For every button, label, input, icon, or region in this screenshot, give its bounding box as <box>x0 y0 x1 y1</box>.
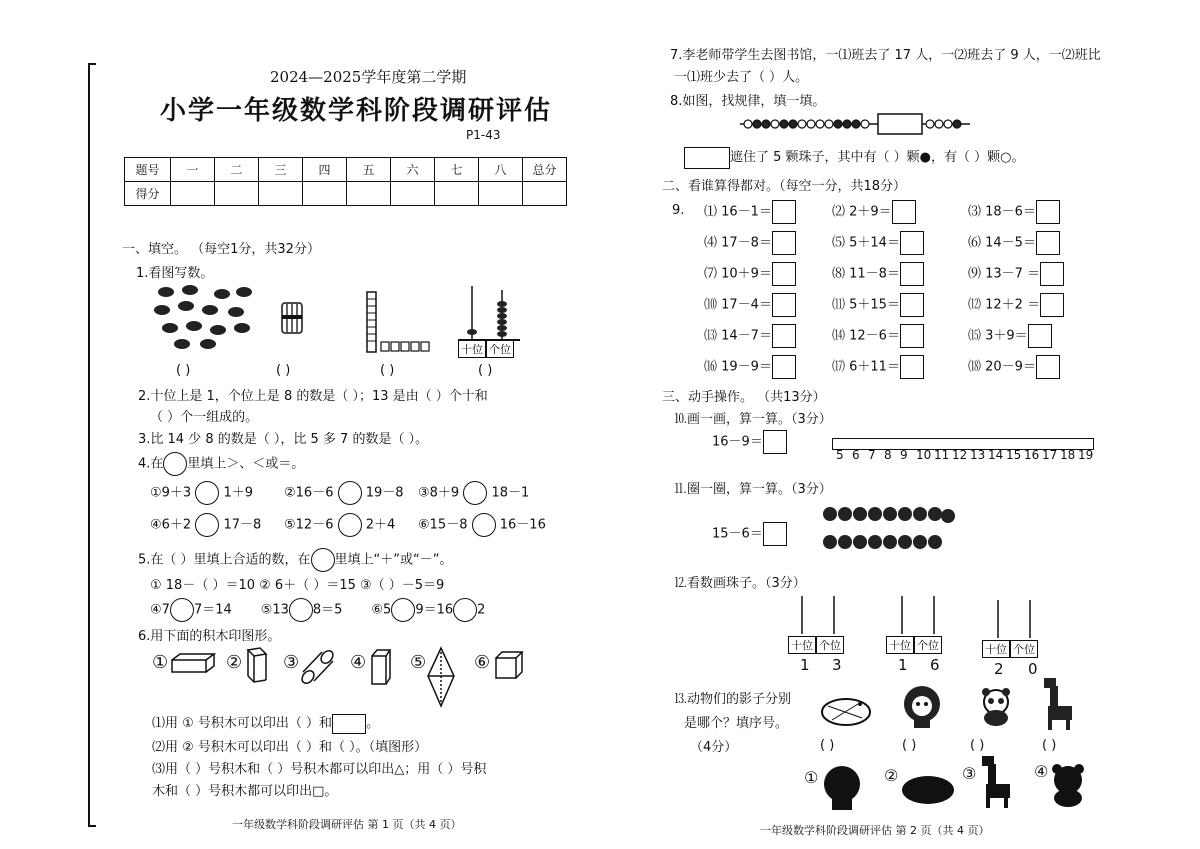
q9-item <box>968 231 1060 255</box>
q9-label: 9. <box>672 203 685 218</box>
answer-circle[interactable] <box>391 598 415 622</box>
q1-blank[interactable]: ( ) <box>478 363 493 378</box>
answer-box[interactable] <box>763 522 787 546</box>
q1-blank[interactable]: ( ) <box>276 363 291 378</box>
section2-heading: 二、看谁算得都对。（每空一分，共18分） <box>662 179 907 194</box>
q8-text: 8.如图，找规律，填一填。 <box>670 94 826 109</box>
equation: 16－9＝ <box>712 434 763 450</box>
answer-box[interactable] <box>900 293 924 317</box>
tens-label: 十位 <box>788 636 816 654</box>
operand: 7＝14 <box>193 602 232 618</box>
q9-item <box>968 324 1052 348</box>
right-expr: 1＋9 <box>223 485 254 501</box>
score-table-header-row <box>125 158 567 182</box>
equation: ⑼ 13－7 ＝ <box>968 266 1041 282</box>
ruler-number: 14 <box>988 448 1004 462</box>
ruler-number: 19 <box>1078 448 1094 462</box>
blank-abacus-3 <box>986 598 1056 640</box>
abacus-1-ones-digit: 3 <box>832 656 842 674</box>
abacus-3-tens-digit: 2 <box>994 660 1004 678</box>
answer-box[interactable] <box>900 324 924 348</box>
q6c-line1: ⑶用（ ）号积木和（ ）号积木都可以印出△；用（ ）号积 <box>152 762 487 777</box>
q6a <box>152 712 379 734</box>
left-expr: 8＋9 <box>429 485 460 501</box>
score-header-cell: 总分 <box>523 158 567 182</box>
abacus-2-ones-digit: 6 <box>930 656 940 674</box>
q1-abacus-label <box>458 340 514 358</box>
q4-item <box>284 481 404 505</box>
item-number: ① <box>150 485 162 501</box>
blank-abacus-2 <box>890 594 960 636</box>
equation: ⒁ 12－6＝ <box>832 328 900 344</box>
answer-box[interactable] <box>900 231 924 255</box>
operand: 9＝16 <box>415 602 454 618</box>
q4-instruction <box>138 452 304 476</box>
q9-item <box>968 355 1060 379</box>
q9-item <box>704 355 796 379</box>
q9-item <box>832 231 924 255</box>
q5-post: 里填上“＋”或“－”。 <box>334 552 453 568</box>
score-header-cell: 五 <box>347 158 391 182</box>
answer-box[interactable] <box>772 324 796 348</box>
answer-box[interactable] <box>900 355 924 379</box>
q9-item <box>832 262 924 286</box>
answer-circle[interactable] <box>463 481 487 505</box>
equation: ⑴ 16－1＝ <box>704 204 772 220</box>
page1-footer: 一年级数学科阶段调研评估 第 1 页（共 4 页） <box>232 818 462 831</box>
answer-circle[interactable] <box>195 481 219 505</box>
right-expr: 16－16 <box>499 517 546 533</box>
q1-blank[interactable]: ( ) <box>380 363 395 378</box>
score-cell[interactable] <box>435 182 479 206</box>
q9-item <box>968 200 1060 224</box>
answer-box[interactable] <box>1040 262 1064 286</box>
q5-row1: ① 18－（ ）＝10 ② 6＋（ ）＝15 ③（ ）－5＝9 <box>150 578 445 593</box>
ruler-number: 16 <box>1024 448 1040 462</box>
q9-item <box>704 231 796 255</box>
answer-box[interactable] <box>1028 324 1052 348</box>
abacus-3-label <box>982 640 1038 658</box>
operand: 8＝5 <box>312 602 343 618</box>
exam-code: P1-43 <box>466 128 501 142</box>
left-expr: 16－6 <box>295 485 334 501</box>
answer-box[interactable] <box>772 231 796 255</box>
answer-circle[interactable] <box>289 598 313 622</box>
ones-label: 个位 <box>1010 640 1038 658</box>
q10-text: ⒑画一画，算一算。（3分） <box>674 412 832 427</box>
answer-circle[interactable] <box>195 513 219 537</box>
score-table <box>124 157 567 206</box>
q1-blank[interactable]: ( ) <box>176 363 191 378</box>
q10-equation <box>712 430 787 454</box>
q9-item <box>968 293 1064 317</box>
answer-box[interactable] <box>763 430 787 454</box>
ruler-numbers <box>836 448 1096 462</box>
equation: ⑹ 14－5＝ <box>968 235 1036 251</box>
lion-picture-icon <box>900 684 944 728</box>
right-expr: 2＋4 <box>365 517 396 533</box>
tens-label: 十位 <box>458 340 486 358</box>
q7-line2: 一⑴班少去了（ ）人。 <box>674 70 809 85</box>
score-header-cell: 一 <box>171 158 215 182</box>
q9-item <box>832 200 916 224</box>
equation: ⑽ 17－4＝ <box>704 297 772 313</box>
answer-box[interactable] <box>900 262 924 286</box>
q13-line3: （4分） <box>690 740 738 755</box>
q4-item <box>150 513 261 537</box>
q6-text: 6.用下面的积木印图形。 <box>138 629 281 644</box>
q5-row2 <box>150 598 485 622</box>
q8-answer-text: 遮住了 5 颗珠子，其中有（ ）颗●，有（ ）颗○。 <box>730 150 1025 165</box>
answer-box[interactable] <box>772 293 796 317</box>
q4-post: 里填上＞、＜或＝。 <box>187 456 305 472</box>
square-prism-block-icon <box>370 648 392 686</box>
right-expr: 18－1 <box>491 485 530 501</box>
equation: 15－6＝ <box>712 526 763 542</box>
abacus-3-ones-digit: 0 <box>1028 660 1038 678</box>
score-cell[interactable] <box>523 182 567 206</box>
blank-abacus-1 <box>790 594 860 636</box>
q13-blank[interactable]: ( ) <box>970 738 985 753</box>
section3-heading: 三、动手操作。 （共13分） <box>662 390 826 405</box>
answer-box[interactable] <box>772 200 796 224</box>
q9-item <box>704 200 796 224</box>
ones-label: 个位 <box>486 340 514 358</box>
ones-label: 个位 <box>816 636 844 654</box>
item-number: ⑥ <box>418 517 430 533</box>
panda-shadow-icon <box>1048 764 1088 808</box>
item-number: ⑥ <box>371 602 384 618</box>
q11-text: ⒒圈一圈，算一算。（3分） <box>674 482 832 497</box>
cuboid-block-icon <box>170 652 216 674</box>
answer-circle[interactable] <box>338 481 362 505</box>
ruler-number: 7 <box>868 448 876 462</box>
equation: ⑶ 18－6＝ <box>968 204 1036 220</box>
score-header-cell: 八 <box>479 158 523 182</box>
q3-text: 3.比 14 少 8 的数是（ ），比 5 多 7 的数是（ ）。 <box>138 432 429 447</box>
giraffe-shadow-icon <box>978 754 1012 810</box>
abacus-2-tens-digit: 1 <box>898 656 908 674</box>
right-expr: 17－8 <box>223 517 262 533</box>
sign-circle-icon <box>311 548 335 572</box>
abacus-1-tens-digit: 1 <box>800 656 810 674</box>
cover-box-icon <box>684 147 730 169</box>
compare-circle-icon <box>163 452 187 476</box>
abacus-1-label <box>788 636 844 654</box>
section1-heading: 一、填空。 （每空1分，共32分） <box>122 242 320 257</box>
shadow-number: ④ <box>1034 762 1049 781</box>
q9-item <box>704 293 796 317</box>
q9-item <box>704 324 796 348</box>
q4-item <box>418 513 546 537</box>
q1-cube-blocks-image <box>365 290 433 358</box>
q7-line1: 7.李老师带学生去图书馆，一⑴班去了 17 人，一⑵班去了 9 人，一⑵班比 <box>670 48 1101 63</box>
year-term: 2024—2025学年度第二学期 <box>270 68 467 86</box>
q4-item <box>150 481 253 505</box>
block-number: ① <box>152 652 169 673</box>
q13-blank[interactable]: ( ) <box>902 738 917 753</box>
rectangle-shape-icon <box>332 714 366 734</box>
item-number: ④ <box>150 517 162 533</box>
cube-block-icon <box>494 650 524 680</box>
lion-shadow-icon <box>820 764 864 810</box>
score-cell[interactable] <box>259 182 303 206</box>
q9-item <box>704 262 796 286</box>
q1-stick-bundle-image <box>281 302 303 334</box>
block-number: ⑤ <box>410 652 427 673</box>
q5-pre: 5.在（ ）里填上合适的数，在 <box>138 552 311 568</box>
q9-item <box>832 293 924 317</box>
score-header-cell: 题号 <box>125 158 171 182</box>
answer-circle[interactable] <box>453 598 477 622</box>
q5-instruction <box>138 548 453 572</box>
block-number: ⑥ <box>474 652 491 673</box>
equation: ⑺ 10＋9＝ <box>704 266 772 282</box>
block-number: ④ <box>350 652 367 673</box>
score-table-score-row <box>125 182 567 206</box>
q6a-text: ⑴用 ① 号积木可以印出（ ）和 <box>152 716 333 731</box>
page-title: 小学一年级数学科阶段调研评估 <box>160 96 553 126</box>
q1-text: 1.看图写数。 <box>136 266 214 281</box>
operand: 2 <box>477 602 486 618</box>
block-number: ③ <box>283 652 300 673</box>
binding-bracket <box>88 63 96 827</box>
item-number: ③ <box>418 485 430 501</box>
score-header-cell: 七 <box>435 158 479 182</box>
triangular-prism-block-icon <box>246 646 272 686</box>
q9-item <box>832 355 924 379</box>
answer-circle[interactable] <box>170 598 194 622</box>
q1-items-cluster-image <box>152 284 262 350</box>
answer-box[interactable] <box>1036 355 1060 379</box>
equation: ⑷ 17－8＝ <box>704 235 772 251</box>
tens-label: 十位 <box>886 636 914 654</box>
ruler-number: 10 <box>916 448 932 462</box>
ones-label: 个位 <box>914 636 942 654</box>
ruler-number: 8 <box>884 448 892 462</box>
score-header-cell: 六 <box>391 158 435 182</box>
answer-box[interactable] <box>772 355 796 379</box>
equation: ⑿ 12＋2 ＝ <box>968 297 1041 313</box>
q13-line2: 是哪个？填序号。 <box>684 716 789 731</box>
score-header-cell: 二 <box>215 158 259 182</box>
ruler-number: 18 <box>1060 448 1076 462</box>
answer-box[interactable] <box>1036 200 1060 224</box>
item-number: ⑤ <box>284 517 296 533</box>
equation: ⑵ 2＋9＝ <box>832 204 892 220</box>
operand: 7 <box>161 602 170 618</box>
q12-text: ⒓看数画珠子。（3分） <box>674 576 806 591</box>
bead-pattern-image <box>740 112 970 136</box>
right-expr: 19－8 <box>365 485 404 501</box>
left-expr: 12－6 <box>295 517 334 533</box>
giraffe-picture-icon <box>1040 676 1074 730</box>
score-cell[interactable] <box>303 182 347 206</box>
equation: ⒅ 20－9＝ <box>968 359 1036 375</box>
ruler-number: 12 <box>952 448 968 462</box>
abacus-2-label <box>886 636 942 654</box>
q13-line1: ⒔动物们的影子分别 <box>674 692 792 707</box>
item-number: ④ <box>150 602 162 618</box>
item-number: ② <box>284 485 296 501</box>
ruler-number: 6 <box>852 448 860 462</box>
answer-box[interactable] <box>1036 231 1060 255</box>
operand: 5 <box>383 602 392 618</box>
q8-answer <box>684 146 1025 169</box>
shadow-number: ② <box>884 766 899 785</box>
equation: ⑸ 5＋14＝ <box>832 235 900 251</box>
q11-equation <box>712 522 787 546</box>
q13-blank[interactable]: ( ) <box>1042 738 1057 753</box>
ruler-number: 15 <box>1006 448 1022 462</box>
equation: ⑾ 5＋15＝ <box>832 297 900 313</box>
answer-box[interactable] <box>1040 293 1064 317</box>
hippo-shadow-icon <box>900 772 958 808</box>
shadow-number: ③ <box>962 764 977 783</box>
block-number: ② <box>226 652 243 673</box>
score-header-cell: 四 <box>303 158 347 182</box>
q4-item <box>284 513 395 537</box>
score-cell[interactable] <box>215 182 259 206</box>
equation: ⒂ 3＋9＝ <box>968 328 1028 344</box>
q4-pre: 4.在 <box>138 456 164 472</box>
ruler-number: 13 <box>970 448 986 462</box>
page2-footer: 一年级数学科阶段调研评估 第 2 页（共 4 页） <box>760 824 990 837</box>
q1-abacus-image <box>456 284 522 346</box>
q6c-line2: 木和（ ）号积木都可以印出□。 <box>152 784 338 799</box>
equation: ⑻ 11－8＝ <box>832 266 900 282</box>
score-cell[interactable] <box>479 182 523 206</box>
score-header-cell: 三 <box>259 158 303 182</box>
ruler-number: 9 <box>900 448 908 462</box>
pyramid-block-icon <box>426 646 456 708</box>
q6b: ⑵用 ② 号积木可以印出（ ）和（ ）。（填图形） <box>152 740 428 755</box>
left-expr: 6＋2 <box>161 517 192 533</box>
score-cell[interactable] <box>347 182 391 206</box>
answer-circle[interactable] <box>472 513 496 537</box>
tens-label: 十位 <box>982 640 1010 658</box>
q2-line2: （ ）个一组成的。 <box>150 410 259 425</box>
q11-trees-image <box>822 504 956 558</box>
equation: ⒃ 19－9＝ <box>704 359 772 375</box>
shadow-number: ① <box>804 768 819 787</box>
answer-box[interactable] <box>892 200 916 224</box>
hippo-picture-icon <box>818 692 876 730</box>
answer-circle[interactable] <box>338 513 362 537</box>
q9-item <box>832 324 924 348</box>
score-cell[interactable] <box>391 182 435 206</box>
operand: 13 <box>272 602 289 618</box>
answer-box[interactable] <box>772 262 796 286</box>
left-expr: 15－8 <box>429 517 468 533</box>
ruler-number: 11 <box>934 448 950 462</box>
score-cell[interactable] <box>171 182 215 206</box>
left-expr: 9＋3 <box>161 485 192 501</box>
item-number: ⑤ <box>260 602 273 618</box>
equation: ⒄ 6＋11＝ <box>832 359 900 375</box>
ruler-number: 5 <box>836 448 844 462</box>
cylinder-block-icon <box>300 648 336 684</box>
equation: ⒀ 14－7＝ <box>704 328 772 344</box>
score-row-label: 得分 <box>125 182 171 206</box>
q6a-tail: 。 <box>366 716 380 731</box>
q9-item <box>968 262 1064 286</box>
q4-item <box>418 481 529 505</box>
q2-line1: 2.十位上是 1，个位上是 8 的数是（ ）；13 是由（ ）个十和 <box>138 389 488 404</box>
ruler-number: 17 <box>1042 448 1058 462</box>
q13-blank[interactable]: ( ) <box>820 738 835 753</box>
panda-picture-icon <box>976 686 1016 726</box>
